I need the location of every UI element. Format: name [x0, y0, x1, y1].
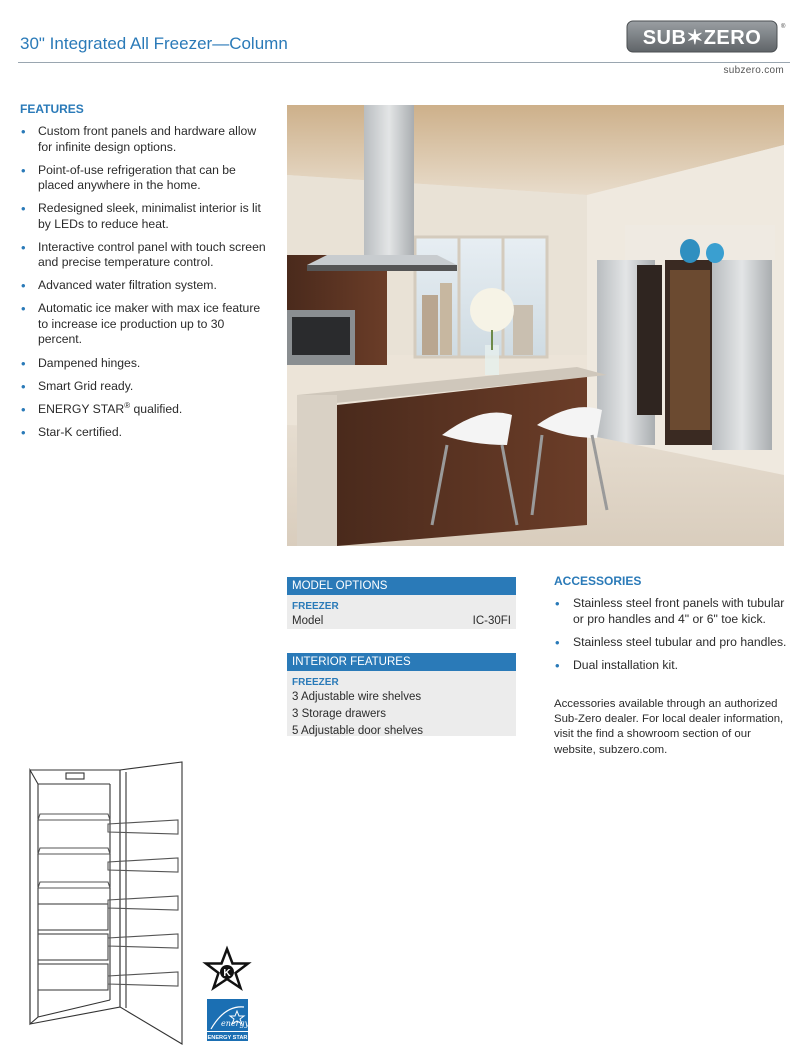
accessories-list: [554, 596, 790, 681]
feature-item: • Interactive control panel with touch screen and precise temperature control.: [20, 240, 270, 271]
table-row: 3 Adjustable wire shelves: [292, 691, 422, 703]
page-title: 30" Integrated All Freezer—Column: [20, 34, 288, 53]
table-row: 5 Adjustable door shelves: [292, 725, 424, 737]
feature-item: • Automatic ice maker with max ice feature to increase ice production up to 30 percent.: [20, 301, 270, 348]
table-row: 3 Storage drawers: [292, 708, 386, 720]
kitchen-photo: [287, 105, 784, 546]
accessories-heading: ACCESSORIES: [554, 574, 642, 588]
accessories-note: Accessories available through an authorized Sub-Zero dealer. For local dealer information, visit the find a showroom section of our website, subzero.com.: [554, 698, 784, 756]
door-shelves: [108, 820, 178, 986]
feature-item: • Advanced water filtration system.: [20, 278, 270, 294]
star-k-badge: [204, 947, 250, 991]
features-list: [20, 124, 270, 448]
energy-script: energy: [221, 1019, 250, 1028]
star-k-letter: K: [223, 968, 231, 979]
model-options-subheading: FREEZER: [292, 601, 339, 612]
energy-star-badge: [207, 999, 248, 1041]
feature-item: • Star-K certified.: [20, 425, 270, 441]
model-options-heading: MODEL OPTIONS: [287, 577, 516, 595]
title-divider: [18, 62, 790, 63]
feature-item: • Redesigned sleek, minimalist interior is lit by LEDs to reduce heat.: [20, 201, 270, 232]
freezer-line-drawing: [18, 762, 184, 1047]
subzero-logo: [626, 20, 784, 53]
interior-features-heading: INTERIOR FEATURES: [287, 653, 516, 671]
feature-item-energy: [20, 402, 270, 418]
features-heading: FEATURES: [20, 102, 84, 116]
model-label: Model: [292, 615, 324, 627]
model-value: IC-30FI: [472, 615, 511, 627]
feature-item: • Smart Grid ready.: [20, 379, 270, 395]
feature-item: • Point-of-use refrigeration that can be placed anywhere in the home.: [20, 163, 270, 194]
storage-drawers: [38, 904, 108, 990]
logo-text: SUB✶ZERO: [642, 27, 762, 49]
accessory-item: • Stainless steel front panels with tubular or pro handles and 4" or 6" toe kick.: [554, 596, 790, 627]
website-url: subzero.com: [723, 65, 784, 76]
feature-item: • Dampened hinges.: [20, 356, 270, 372]
registered-mark: ®: [124, 400, 131, 410]
feature-item: • Custom front panels and hardware allow for infinite design options.: [20, 124, 270, 155]
model-options-table: [287, 577, 516, 629]
interior-features-table: [287, 653, 516, 736]
accessory-item: • Dual installation kit.: [554, 658, 790, 674]
svg-text:®: ®: [781, 24, 786, 30]
accessory-item: • Stainless steel tubular and pro handles.: [554, 635, 790, 651]
energy-star-text: ENERGY STAR: [38, 401, 125, 416]
energy-suffix: qualified.: [130, 401, 183, 416]
energy-star-label: ENERGY STAR: [207, 1035, 248, 1041]
interior-features-subheading: FREEZER: [292, 677, 339, 688]
wire-shelves: [38, 814, 110, 888]
table-row: [287, 613, 516, 630]
